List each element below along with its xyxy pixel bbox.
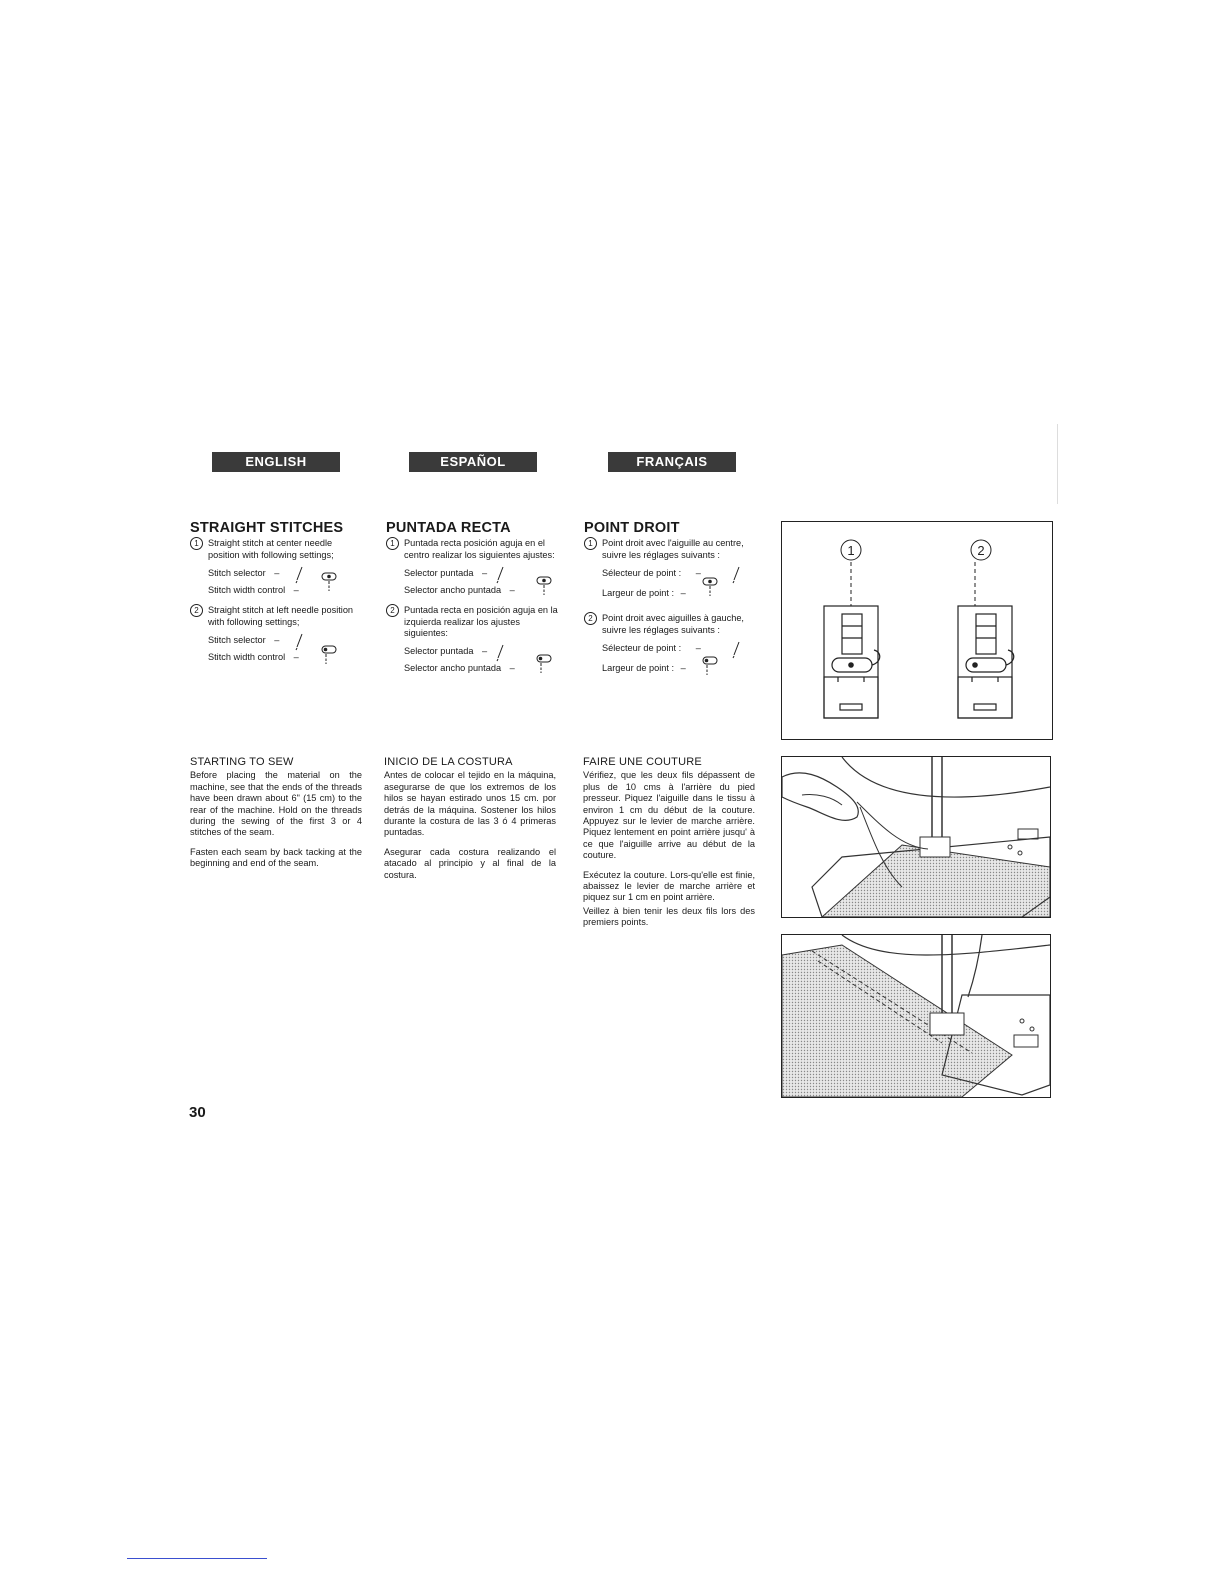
francais-item-2-text: Point droit avec aiguilles à gauche, suivre les réglages suivants : <box>602 613 744 635</box>
espanol-setting-width-2 <box>386 660 558 677</box>
dash: – <box>274 635 280 646</box>
straight-stitch-selector-icon <box>732 641 742 659</box>
espanol-start-title: INICIO DE LA COSTURA <box>384 756 513 768</box>
espanol-start-p2: Asegurar cada costura realizando el atacado al principio y al final de la costura. <box>384 846 556 880</box>
english-column <box>190 520 362 666</box>
circled-number-2: 2 <box>584 612 597 625</box>
dash: – <box>509 585 515 596</box>
circled-number-1: 1 <box>584 537 597 550</box>
english-item-2-text: Straight stitch at left needle position with following settings; <box>208 605 354 627</box>
dash: – <box>293 585 299 596</box>
francais-start-section <box>583 757 755 937</box>
straight-stitch-selector-icon <box>732 566 742 584</box>
hand-holding-threads-illustration <box>782 757 1050 917</box>
francais-column <box>584 520 756 682</box>
page-number: 30 <box>189 1104 206 1121</box>
width-control-center-icon <box>536 576 554 598</box>
dash: – <box>293 652 299 663</box>
width-control-left-icon <box>321 645 339 667</box>
circled-number-2: 2 <box>190 604 203 617</box>
tab-english: ENGLISH <box>212 452 340 472</box>
selector-label: Sélecteur de point : <box>602 643 682 654</box>
circled-number-1: 1 <box>190 537 203 550</box>
espanol-column <box>386 520 558 677</box>
tab-francais: FRANÇAIS <box>608 452 736 472</box>
selector-label: Stitch selector <box>208 635 266 646</box>
francais-item-1-text: Point droit avec l'aiguille au centre, suivre les réglages suivants : <box>602 538 744 560</box>
tab-espanol: ESPAÑOL <box>409 452 537 472</box>
width-control-left-icon <box>536 654 554 676</box>
dash: – <box>509 663 515 674</box>
english-item-1 <box>190 538 362 561</box>
starting-sew-figure <box>781 756 1051 918</box>
presser-foot-left <box>958 606 1014 718</box>
espanol-item-1 <box>386 538 558 561</box>
espanol-start-section <box>384 757 556 889</box>
francais-setting-width-2 <box>584 660 756 682</box>
english-setting-width-2 <box>190 649 362 666</box>
selector-label: Stitch selector <box>208 568 266 579</box>
scan-edge-line <box>1057 424 1058 504</box>
selector-label: Selector puntada <box>404 646 474 657</box>
dash: – <box>680 663 686 674</box>
english-start-p2: Fasten each seam by back tacking at the beginning and end of the seam. <box>190 846 362 869</box>
english-setting-width-1 <box>190 582 362 599</box>
presser-foot-figure <box>781 521 1053 740</box>
francais-item-1 <box>584 538 756 561</box>
width-label: Stitch width control <box>208 585 286 596</box>
espanol-title: PUNTADA RECTA <box>386 520 511 536</box>
width-control-left-icon <box>702 656 720 678</box>
dash: – <box>274 568 280 579</box>
width-label: Selector ancho puntada <box>404 585 502 596</box>
seam-sewing-figure <box>781 934 1051 1098</box>
francais-setting-width-1 <box>584 585 756 607</box>
dash: – <box>695 643 701 654</box>
espanol-item-2 <box>386 605 558 639</box>
francais-start-p1: Vérifiez, que les deux fils dépassent de plus de 10 cms à l'arrière du pied presseur. Piquez l'aiguille dans le tissu à environ 1 cm du début de la couture. Appuyez sur le levier de marche arrière. Piquez lentement en point arrière jusqu' à ce que l'aiguille arrive au début de la couture. <box>583 770 755 861</box>
english-start-title: STARTING TO SEW <box>190 756 294 768</box>
footer-link-line <box>127 1558 267 1559</box>
width-control-center-icon <box>321 572 339 594</box>
espanol-item-1-text: Puntada recta posición aguja en el centro realizar los siguientes ajustes: <box>404 538 555 560</box>
dash: – <box>695 568 701 579</box>
english-start-section <box>190 757 362 878</box>
width-control-center-icon <box>702 577 720 599</box>
francais-setting-selector-2 <box>584 640 756 660</box>
width-label: Largeur de point : <box>602 588 675 599</box>
width-label: Largeur de point : <box>602 663 675 674</box>
dash: – <box>482 646 488 657</box>
circled-number-1: 1 <box>386 537 399 550</box>
espanol-start-p1: Antes de colocar el tejido en la máquina, asegurarse de que los extremos de los hilos se hayan estirado unos 15 cm. por detrás de la máquina. Sostener los hilos durante la costura de las 3 ó 4 primeras puntadas. <box>384 770 556 838</box>
dash: – <box>680 588 686 599</box>
width-label: Stitch width control <box>208 652 286 663</box>
dash: – <box>482 568 488 579</box>
francais-setting-selector-1 <box>584 565 756 585</box>
francais-start-p3: Veillez à bien tenir les deux fils lors des premiers points. <box>583 905 755 928</box>
circled-number-2: 2 <box>386 604 399 617</box>
selector-label: Selector puntada <box>404 568 474 579</box>
figure-label-1: 1 <box>847 543 855 558</box>
espanol-item-2-text: Puntada recta en posición aguja en la izquierda realizar los ajustes siguientes: <box>404 605 558 639</box>
espanol-setting-selector-2 <box>386 643 558 660</box>
english-item-2 <box>190 605 362 628</box>
english-item-1-text: Straight stitch at center needle position with following settings; <box>208 538 334 560</box>
espanol-setting-width-1 <box>386 582 558 599</box>
english-title: STRAIGHT STITCHES <box>190 520 344 536</box>
francais-start-p2: Exécutez la couture. Lors-qu'elle est finie, abaissez le levier de marche arrière et piquez sur 1 cm en point arrière. <box>583 869 755 903</box>
width-label: Selector ancho puntada <box>404 663 502 674</box>
francais-item-2 <box>584 613 756 636</box>
selector-label: Sélecteur de point : <box>602 568 682 579</box>
francais-title: POINT DROIT <box>584 520 680 536</box>
english-start-p1: Before placing the material on the machine, see that the ends of the threads have been drawn about 6" (15 cm) to the rear of the machine. Hold on the threads during the sewing of the first 3 or 4 stitches of the seam. <box>190 770 362 838</box>
presser-foot-center <box>824 606 880 718</box>
presser-foot-illustration <box>782 522 1052 739</box>
fabric-under-needle-illustration <box>782 935 1050 1097</box>
espanol-setting-selector-1 <box>386 565 558 582</box>
figure-label-2: 2 <box>977 543 985 558</box>
francais-start-title: FAIRE UNE COUTURE <box>583 756 702 768</box>
